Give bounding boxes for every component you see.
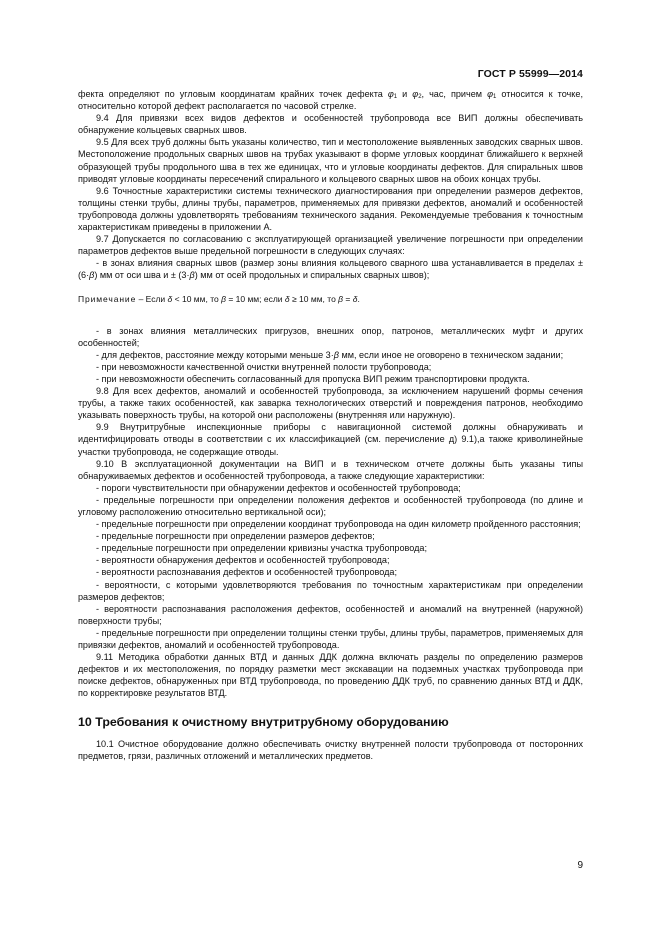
paragraph: фекта определяют по угловым координатам крайних точек дефекта $\varphi_1$ и $\varphi_2$, час, причем $\varphi_1$ относится к точке, относительно которой дефект располагается по часовой стрелке. xyxy=(78,89,583,112)
note: Примечание – Если δ < 10 мм, то β = 10 мм; если δ ≥ 10 мм, то β = δ. xyxy=(78,293,360,304)
paragraph: - предельные погрешности при определении координат трубопровода на один километр пройденного расстояния; xyxy=(96,519,581,530)
paragraph: 9.5 Для всех труб должны быть указаны количество, тип и местоположение выявленных заводских сварных швов. Местоположение продольных сварных швов на трубах указывают в форме угловых координат ближайшего к верхней образующей трубы продольного шва в тех же единицах, что и угловые координаты дефектов. Для спиральных швов приводят угловые координаты пересечений спирального и кольцевого сварных швов на обоих концах трубы. xyxy=(78,137,583,184)
paragraph: - предельные погрешности при определении положения дефектов и особенностей трубопровода (по длине и угловому расположению относительно вертикальной оси); xyxy=(78,494,583,517)
paragraph: - в зонах влияния металлических пригрузов, внешних опор, патронов, металлических муфт и других особенностей; xyxy=(78,325,583,348)
paragraph: - вероятности обнаружения дефектов и особенностей трубопровода; xyxy=(96,555,390,566)
paragraph: 9.6 Точностные характеристики системы технического диагностирования при определении размеров дефектов, толщины стенки трубы, длины трубы, параметров, применяемых для привязки дефектов, аномалий и особенностей трубопровода должны удовлетворять требованиям технического задания. Рекомендуемые требования к точностным характеристикам приведены в приложении А. xyxy=(78,185,583,233)
paragraph: 10.1 Очистное оборудование должно обеспечивать очистку внутренней полости трубопровода от посторонних предметов, грязи, различных отложений и металлических предметов. xyxy=(78,738,583,761)
page-number: 9 xyxy=(577,860,583,871)
paragraph: - предельные погрешности при определении размеров дефектов; xyxy=(96,531,375,542)
paragraph: 9.8 Для всех дефектов, аномалий и особенностей трубопровода, за исключением нарушений формы сечения трубы, а также таких особенностей, как заварка технологических отверстий и повреждения патронов, необходимо указывать поверхность трубы, на которой они расположены (внутренняя или наружную). xyxy=(78,386,583,421)
paragraph: - вероятности распознавания дефектов и особенностей трубопровода; xyxy=(96,567,397,578)
paragraph: 9.9 Внутритрубные инспекционные приборы с навигационной системой должны обнаруживать и идентифицировать отводы в соответствии с их классификацией (см. перечисление д) 9.1),а также криволинейные участки трубопровода, не содержащие отводы. xyxy=(78,422,583,457)
document-body xyxy=(78,88,583,762)
paragraph: - при невозможности качественной очистки внутренней полости трубопровода; xyxy=(96,361,432,372)
paragraph: - при невозможности обеспечить согласованный для пропуска ВИП режим транспортировки продукта. xyxy=(96,373,530,384)
paragraph: - в зонах влияния сварных швов (размер зоны влияния кольцевого сварного шва устанавливается в пределах ± (6·β) мм от оси шва и ± (3·β) мм от осей продольных и спиральных сварных швов); xyxy=(78,258,583,281)
section-heading: 10 Требования к очистному внутритрубному оборудованию xyxy=(78,714,449,729)
paragraph: 9.10 В эксплуатационной документации на ВИП и в техническом отчете должны быть указаны типы обнаруживаемых дефектов и особенностей трубопровода, а также следующие характеристики: xyxy=(78,458,583,481)
paragraph: 9.4 Для привязки всех видов дефектов и особенностей трубопровода все ВИП должны обеспечивать обнаружение кольцевых сварных швов. xyxy=(78,113,583,136)
paragraph: - предельные погрешности при определении кривизны участка трубопровода; xyxy=(96,543,428,554)
paragraph: - пороги чувствительности при обнаружении дефектов и особенностей трубопровода; xyxy=(96,482,461,493)
paragraph: - вероятности распознавания расположения дефектов, особенностей и аномалий на внутренней (наружной) поверхности трубы; xyxy=(78,603,583,626)
paragraph: - для дефектов, расстояние между которыми меньше 3·β мм, если иное не оговорено в техническом задании; xyxy=(96,349,564,360)
paragraph: 9.7 Допускается по согласованию с эксплуатирующей организацией увеличение погрешности при определении параметров дефектов выше предельной погрешности в следующих случаях: xyxy=(78,234,583,257)
paragraph: 9.11 Методика обработки данных ВТД и данных ДДК должна включать разделы по определению размеров дефектов и их местоположения, по порядку разметки мест экскавации на подземных участках трубопровода при поиске дефектов, обнаруженных при ВТД трубопровода, по проведению ДДК труб, по сравнению данных ВТД и ДДК, по корректировке результатов ВТД. xyxy=(78,652,583,699)
document-header: ГОСТ Р 55999—2014 xyxy=(477,68,583,80)
paragraph: - предельные погрешности при определении толщины стенки трубы, длины трубы, параметров, применяемых для привязки дефектов, аномалий и особенностей трубопровода. xyxy=(78,627,583,651)
paragraph: - вероятности, с которыми удовлетворяются требования по точностным характеристикам при определении размеров дефектов; xyxy=(78,579,583,602)
